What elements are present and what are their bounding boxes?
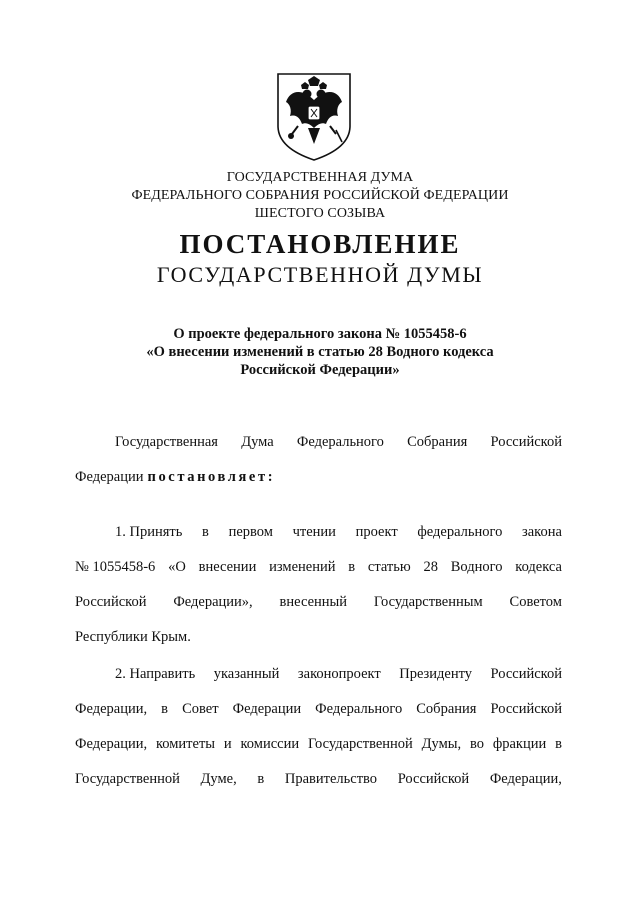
word: закона	[522, 524, 562, 540]
word: Совет	[182, 701, 219, 717]
word: Российской	[490, 666, 562, 682]
word: указанный	[213, 666, 280, 682]
word: 28	[423, 559, 438, 575]
preamble-line-2	[75, 460, 562, 495]
word: Государственная	[115, 434, 218, 450]
word: Российской	[490, 434, 562, 450]
word: Собрания	[407, 434, 468, 450]
word: Федерального	[296, 434, 384, 450]
org-name-line-1: ГОСУДАРСТВЕННАЯ ДУМА	[226, 170, 414, 185]
word: внесенный	[279, 594, 348, 610]
word: в	[555, 736, 562, 752]
item-2-paragraph	[75, 657, 562, 797]
word: Федерации	[75, 469, 144, 485]
word: Государственной	[307, 736, 413, 752]
word: Государственной	[75, 771, 180, 787]
word: Советом	[509, 594, 562, 610]
word: комиссии	[240, 736, 300, 752]
item-2-line-2	[75, 692, 562, 727]
word: Федерации,	[75, 701, 148, 717]
word: в	[161, 701, 169, 717]
word: в	[348, 559, 356, 575]
word: первом	[228, 524, 273, 540]
item-1-line-1	[75, 515, 562, 550]
word: федерального	[417, 524, 503, 540]
document-title	[0, 325, 640, 379]
word: кодекса	[515, 559, 562, 575]
word: Федерального	[315, 701, 403, 717]
preamble-line-1	[75, 425, 562, 460]
item-1-line-2	[75, 550, 562, 585]
word: Российской	[490, 701, 562, 717]
organization-header	[0, 169, 640, 223]
word: Федерации,	[489, 771, 562, 787]
resolves-word: постановляет:	[147, 469, 276, 485]
word: Правительство	[284, 771, 378, 787]
word: Российской	[397, 771, 470, 787]
item-2-line-3	[75, 727, 562, 762]
word: проект	[355, 524, 398, 540]
word: и	[223, 736, 232, 752]
word: во	[470, 736, 484, 752]
item-1-line-3	[75, 585, 562, 620]
word: Государственным	[373, 594, 483, 610]
org-convocation-line: ШЕСТОГО СОЗЫВА	[254, 206, 386, 221]
word: 1. Принять	[115, 524, 183, 540]
word: Думе,	[200, 771, 237, 787]
item-1-paragraph	[75, 515, 562, 655]
word: «О	[168, 559, 186, 575]
word: изменений	[269, 559, 336, 575]
preamble-paragraph	[75, 425, 562, 495]
word: 2. Направить	[115, 666, 196, 682]
word: Водного	[450, 559, 503, 575]
word: № 1055458-6	[75, 559, 156, 575]
word: законопроект	[297, 666, 381, 682]
word: Думы,	[421, 736, 462, 752]
word: в	[202, 524, 209, 540]
word: фракции	[492, 736, 547, 752]
title-line-1: О проекте федерального закона № 1055458-6	[173, 326, 467, 342]
line-text: Республики Крым.	[75, 629, 191, 645]
word: внесении	[198, 559, 257, 575]
document-issuer-heading: ГОСУДАРСТВЕННОЙ ДУМЫ	[156, 262, 484, 287]
title-line-2: «О внесении изменений в статью 28 Водного кодекса	[146, 344, 494, 360]
word: Федерации»,	[173, 594, 253, 610]
word: Дума	[241, 434, 274, 450]
word: Федерации,	[75, 736, 148, 752]
word: Собрания	[416, 701, 477, 717]
document-type-heading: ПОСТАНОВЛЕНИЕ	[179, 229, 461, 259]
word: Президенту	[399, 666, 473, 682]
org-name-line-2: ФЕДЕРАЛЬНОГО СОБРАНИЯ РОССИЙСКОЙ ФЕДЕРАЦИИ	[131, 188, 509, 203]
word: статью	[367, 559, 411, 575]
word: Российской	[75, 594, 147, 610]
item-2-line-4	[75, 762, 562, 797]
coat-of-arms-emblem	[272, 70, 356, 164]
item-1-line-4	[75, 620, 562, 655]
word: в	[257, 771, 265, 787]
title-line-3: Российской Федерации»	[240, 362, 400, 378]
word: чтении	[292, 524, 336, 540]
item-2-line-1	[75, 657, 562, 692]
word: комитеты	[155, 736, 216, 752]
word: Федерации	[232, 701, 302, 717]
